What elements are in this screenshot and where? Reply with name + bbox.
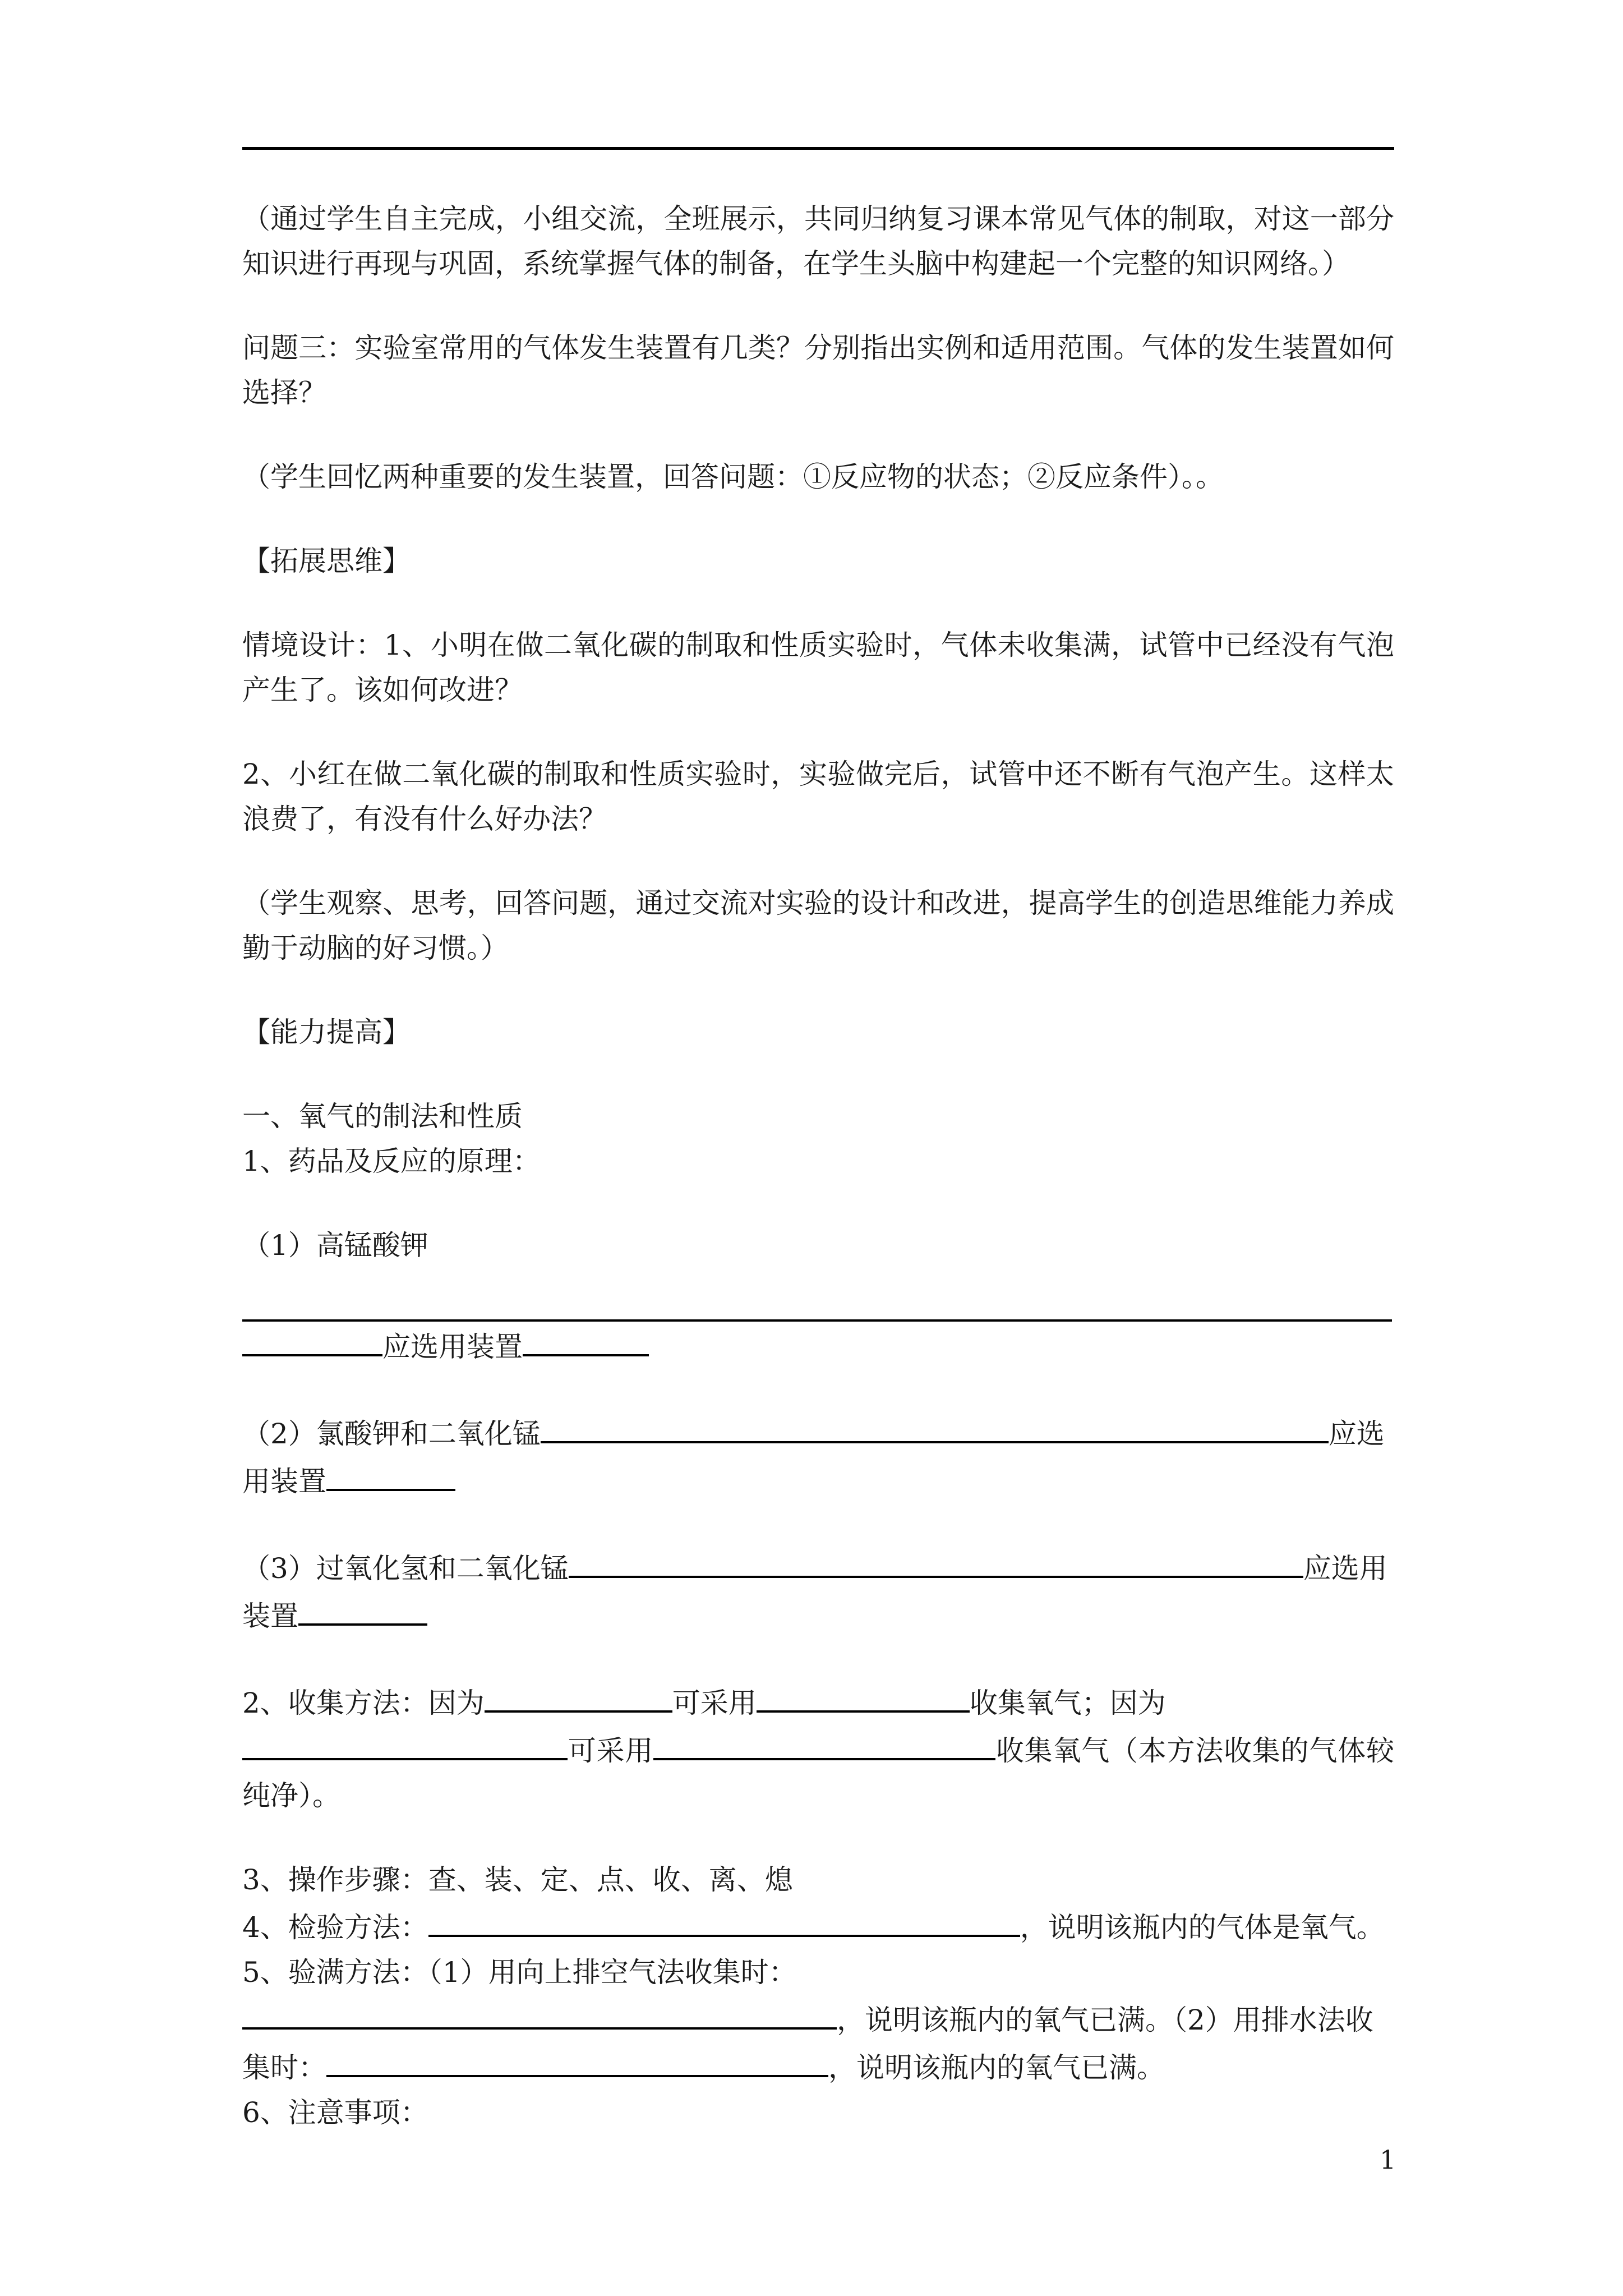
item-operation-steps: 3、操作步骤：查、装、定、点、收、离、熄 [242, 1864, 793, 1896]
fill-blank[interactable] [485, 1678, 672, 1713]
apparatus-label: 应选用 [1303, 1552, 1387, 1585]
fill-blank[interactable] [298, 1591, 427, 1626]
fill-blank-line[interactable] [242, 1285, 1392, 1322]
fill-blank[interactable] [242, 1726, 568, 1760]
item-label: 收集氧气（本方法收集的气体较纯净）。 [242, 1734, 1395, 1812]
fill-blank[interactable] [428, 1902, 1020, 1937]
item-permanganate-apparatus [242, 1322, 1394, 1369]
fill-blank[interactable] [242, 1995, 837, 2030]
apparatus-label: 装置 [242, 1600, 298, 1632]
apparatus-label: 应选用装置 [382, 1331, 523, 1363]
item-potassium-chlorate [242, 1409, 1394, 1504]
section-oxygen: 一、氧气的制法和性质 [242, 1100, 523, 1133]
heading-expand-thinking: 【拓展思维】 [242, 545, 411, 577]
item-label: （2）氯酸钾和二氧化锰 [242, 1418, 541, 1450]
fill-blank[interactable] [541, 1409, 1329, 1443]
item-label: ，说明该瓶内的氧气已满。（2）用排水法收 [837, 2004, 1373, 2036]
fill-blank[interactable] [757, 1678, 970, 1713]
item-test-method [242, 1902, 1394, 1950]
fill-blank[interactable] [523, 1322, 649, 1356]
item-potassium-permanganate: （1）高锰酸钾 [242, 1229, 428, 1262]
item-hydrogen-peroxide [242, 1543, 1394, 1639]
paragraph-intro: （通过学生自主完成，小组交流，全班展示，共同归纳复习课本常见气体的制取，对这一部分知识进行再现与巩固，系统掌握气体的制备，在学生头脑中构建起一个完整的知识网络。） [242, 203, 1394, 280]
item-full-check-line [242, 1995, 1394, 2042]
page-number: 1 [1380, 2145, 1396, 2175]
heading-ability-improve: 【能力提高】 [242, 1016, 411, 1048]
fill-blank[interactable] [326, 2042, 828, 2077]
paragraph-recall: （学生回忆两种重要的发生装置，回答问题：①反应物的状态；②反应条件）。。 [242, 461, 1224, 493]
apparatus-label: 应选 [1328, 1418, 1385, 1450]
fill-blank[interactable] [653, 1726, 995, 1760]
fill-blank[interactable] [242, 1322, 382, 1356]
item-notes: 6、注意事项： [242, 2096, 428, 2129]
paragraph-observe: （学生观察、思考，回答问题，通过交流对实验的设计和改进，提高学生的创造思维能力养成勤于动脑的好习惯。） [242, 887, 1394, 964]
fill-blank[interactable] [569, 1543, 1303, 1578]
item-collection-method [242, 1678, 1394, 1818]
item-label: 集时： [242, 2051, 326, 2084]
paragraph-scenario-two: 2、小红在做二氧化碳的制取和性质实验时，实验做完后，试管中还不断有气泡产生。这样太浪费了，有没有什么好办法？ [242, 758, 1394, 835]
item-label: 4、检验方法： [242, 1911, 428, 1944]
item-full-check-water [242, 2042, 1394, 2090]
item-label: （3）过氧化氢和二氧化锰 [242, 1552, 569, 1585]
apparatus-label: 用装置 [242, 1465, 326, 1498]
header-rule [242, 147, 1394, 150]
paragraph-question-three: 问题三：实验室常用的气体发生装置有几类？分别指出实例和适用范围。气体的发生装置如何选择？ [242, 332, 1394, 409]
section-reagents: 1、药品及反应的原理： [242, 1145, 541, 1177]
item-full-check: 5、验满方法：（1）用向上排空气法收集时： [242, 1956, 797, 1989]
item-label: 2、收集方法：因为 [242, 1687, 485, 1719]
fill-blank[interactable] [326, 1456, 455, 1491]
item-label: 收集氧气；因为 [969, 1687, 1166, 1719]
item-label: 可采用 [568, 1734, 654, 1767]
item-label: ，说明该瓶内的氧气已满。 [828, 2051, 1165, 2084]
item-label: 可采用 [672, 1687, 757, 1719]
paragraph-scenario-one: 情境设计：1、小明在做二氧化碳的制取和性质实验时，气体未收集满，试管中已经没有气泡产生了。该如何改进？ [242, 629, 1394, 706]
document-body [242, 196, 1394, 2135]
item-label: ，说明该瓶内的气体是氧气。 [1020, 1911, 1385, 1944]
